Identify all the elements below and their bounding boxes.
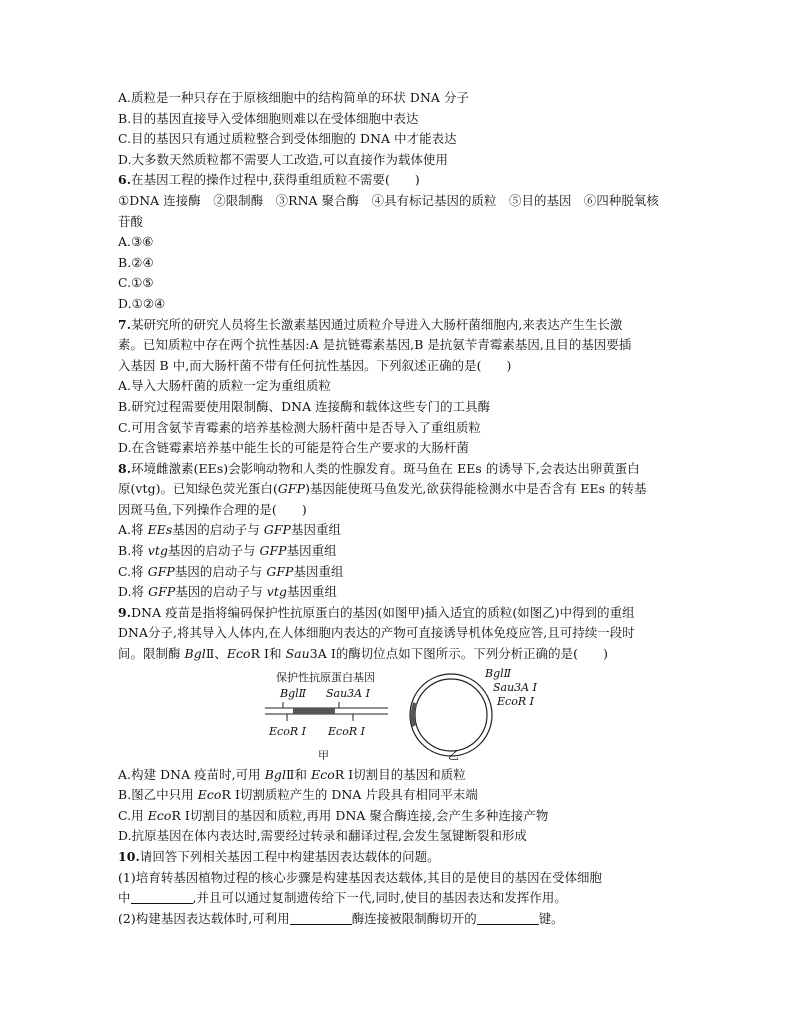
q8-option-d-gene1: GFP [148, 584, 176, 600]
q10-stem-text: 请回答下列相关基因工程中构建基因表达载体的问题。 [139, 849, 440, 864]
q8-option-c-suffix: 基因重组 [293, 563, 344, 579]
q9-option-a [118, 765, 690, 786]
q10-blank-2[interactable] [290, 910, 352, 925]
q8-option-c [118, 562, 690, 583]
q10-blank-3[interactable] [477, 910, 539, 925]
gene-a-title: 保护性抗原蛋白基因 [276, 670, 375, 684]
q8-number: 8. [118, 460, 132, 476]
q9-figure [118, 667, 690, 763]
q10-part1-line2-start: 中 [118, 890, 131, 906]
q9-option-b [118, 785, 690, 806]
q10-part1-line2 [118, 888, 690, 909]
q10-part2-a: (2)构建基因表达载体时,可利用 [118, 910, 290, 926]
q9-enzyme-bgl: Bgl [184, 646, 206, 662]
q9-option-b-part1: B.图乙中只用 [118, 787, 198, 803]
q6-items-line2: 苷酸 [118, 213, 143, 229]
q6-option-d: D.①②④ [118, 295, 166, 311]
q8-option-b [118, 541, 690, 562]
q9-option-a-part2: Ⅱ和 [286, 766, 312, 782]
q9-enzyme-bgl-roman: Ⅱ [205, 646, 215, 662]
q9-stem-line2: DNA分子,将其导入人体内,在人体细胞内表达的产物可直接诱导机体免疫应答,且可持续一段时 [118, 625, 635, 641]
q9-option-b-part2: R Ⅰ切割质粒产生的 DNA 片段具有相同平末端 [221, 787, 478, 803]
q9-stem-line1 [118, 603, 690, 624]
q9-option-a-part1: A.构建 DNA 疫苗时,可用 [118, 766, 265, 782]
q9-option-c-enzyme: Eco [147, 807, 172, 823]
q9-enzyme-sau: Sau [285, 646, 310, 662]
q9-option-b-enzyme: Eco [197, 787, 222, 803]
q9-stem-line3-part2: 的酶切位点如下图所示。下列分析正确的是( ) [335, 646, 608, 662]
q8-option-c-mid: 基因的启动子与 [174, 563, 267, 579]
q7-stem-line1 [118, 315, 690, 336]
q6-number: 6. [118, 172, 132, 188]
q8-option-a-mid: 基因的启动子与 [172, 522, 264, 538]
q9-number: 9. [118, 604, 132, 620]
q7-option-c: C.可用含氨苄青霉素的培养基检测大肠杆菌中是否导入了重组质粒 [118, 419, 481, 435]
q9-option-a-enzyme2: Eco [311, 766, 335, 782]
q8-option-a-gene1: EEs [147, 522, 173, 538]
gene-a-eco-left-label: EcoR Ⅰ [269, 724, 306, 738]
q8-option-c-prefix: C.将 [118, 563, 148, 579]
q9-stem-line3-part1: 间。限制酶 [118, 646, 185, 662]
q8-gene-gfp: GFP [277, 481, 306, 497]
q9-option-a-part3: R Ⅰ切割目的基因和质粒 [334, 766, 466, 782]
q8-option-b-gene2: GFP [259, 543, 287, 559]
q7-option-b: B.研究过程需要使用限制酶、DNA 连接酶和载体这些专门的工具酶 [118, 398, 491, 414]
gene-a-diagram [263, 699, 393, 727]
q10-part2 [118, 909, 690, 930]
q9-stem-line3 [118, 644, 690, 665]
gene-a-sau-label: Sau3A Ⅰ [326, 686, 370, 700]
q10-part1-line2-end: ,并且可以通过复制遗传给下一代,同时,使目的基因表达和发挥作用。 [192, 890, 567, 906]
q8-stem-line2-part2: )基因能使斑马鱼发光,欲获得能检测水中是否含有 EEs 的转基 [305, 481, 647, 497]
gene-a-eco-right-label: EcoR Ⅰ [328, 724, 365, 738]
plasmid-eco-label: EcoR Ⅰ [497, 694, 534, 708]
q6-option-c: C.①⑤ [118, 275, 154, 291]
q9-option-a-enzyme1: Bgl [264, 766, 287, 782]
gene-a-caption: 甲 [318, 748, 329, 762]
q9-option-c [118, 806, 690, 827]
q8-option-b-prefix: B.将 [118, 543, 148, 559]
q8-option-a-prefix: A.将 [118, 522, 148, 538]
q6-stem [118, 170, 690, 191]
q7-number: 7. [118, 316, 132, 332]
q5-option-c: C.目的基因只有通过质粒整合到受体细胞的 DNA 中才能表达 [118, 131, 457, 147]
q8-stem-line2 [118, 479, 690, 500]
q8-option-d-suffix: 基因重组 [287, 584, 337, 600]
q7-option-a: A.导入大肠杆菌的质粒一定为重组质粒 [118, 378, 331, 394]
q6-stem-text: 在基因工程的操作过程中,获得重组质粒不需要( ) [131, 172, 420, 188]
q10-stem [118, 847, 690, 868]
q7-stem-text: 某研究所的研究人员将生长激素基因通过质粒介导进入大肠杆菌细胞内,来表达产生生长激 [131, 316, 623, 332]
q7-option-d: D.在含链霉素培养基中能生长的可能是符合生产要求的大肠杆菌 [118, 440, 469, 456]
plasmid-sau-label: Sau3A Ⅰ [493, 680, 537, 694]
q8-option-d-mid: 基因的启动子与 [175, 584, 267, 600]
q9-enzyme-sau-rest: 3A Ⅰ [309, 646, 336, 662]
q9-stem-text: DNA 疫苗是指将编码保护性抗原蛋白的基因(如图甲)插入适宜的质粒(如图乙)中得到的重组 [131, 604, 635, 620]
q10-part2-c: 键。 [538, 910, 564, 926]
gene-a-bgl-label: BglⅡ [280, 686, 307, 700]
q5-option-b: B.目的基因直接导入受体细胞则难以在受体细胞中表达 [118, 110, 419, 126]
q8-option-a [118, 520, 690, 541]
q8-option-a-gene2: GFP [263, 522, 291, 538]
q8-option-c-gene1: GFP [147, 563, 175, 579]
q8-stem-line1 [118, 459, 690, 480]
q8-option-d [118, 582, 690, 603]
q8-stem-line2-part1: 原(vtg)。已知绿色荧光蛋白( [118, 481, 278, 497]
plasmid-inner-ring [415, 679, 487, 751]
q9-option-c-part2: R Ⅰ切割目的基因和质粒,再用 DNA 聚合酶连接,会产生多种连接产物 [171, 807, 549, 823]
q8-stem-text: 环境雌激素(EEs)会影响动物和人类的性腺发育。斑马鱼在 EEs 的诱导下,会表达出卵黄蛋白 [131, 460, 640, 476]
q7-stem-line3: 入基因 B 中,而大肠杆菌不带有任何抗性基因。下列叙述正确的是( ) [118, 357, 512, 373]
q10-number: 10. [118, 849, 140, 864]
q9-option-d: D.抗原基因在体内表达时,需要经过转录和翻译过程,会发生氢键断裂和形成 [118, 828, 527, 844]
q7-stem-line2: 素。已知质粒中存在两个抗性基因:A 是抗链霉素基因,B 是抗氨苄青霉素基因,且目的基因要插 [118, 337, 632, 353]
q8-stem-line3: 因斑马鱼,下列操作合理的是( ) [118, 501, 307, 517]
q10-blank-1[interactable] [131, 889, 193, 904]
q8-option-c-gene2: GFP [266, 563, 294, 579]
q8-option-d-prefix: D.将 [118, 584, 149, 600]
q9-enzyme-eco: Eco [226, 646, 251, 662]
q10-part2-b: 酶连接被限制酶切开的 [351, 910, 477, 926]
q9-and: 和 [269, 646, 286, 662]
q6-items-line1: ①DNA 连接酶 ②限制酶 ③RNA 聚合酶 ④具有标记基因的质粒 ⑤目的基因 ⑥四种脱氧核 [118, 192, 659, 208]
q8-option-b-mid: 基因的启动子与 [168, 543, 260, 559]
q10-part1-line1: (1)培育转基因植物过程的核心步骤是构建基因表达载体,其目的是使目的基因在受体细胞 [118, 869, 603, 885]
q5-option-a: A.质粒是一种只存在于原核细胞中的结构简单的环状 DNA 分子 [118, 90, 469, 105]
q9-separator: 、 [214, 646, 227, 662]
q8-option-a-suffix: 基因重组 [291, 522, 341, 538]
q6-option-a: A.③⑥ [118, 234, 154, 250]
plasmid-outer-ring [410, 674, 492, 756]
plasmid-caption: 乙 [448, 748, 459, 762]
q6-option-b: B.②④ [118, 254, 154, 270]
question-page [118, 88, 690, 929]
plasmid-bgl-label: BglⅡ [485, 666, 512, 680]
q9-enzyme-eco-rest: R Ⅰ [250, 646, 270, 662]
q8-option-d-gene2: vtg [266, 584, 288, 600]
q8-option-b-suffix: 基因重组 [286, 543, 337, 559]
q9-option-c-part1: C.用 [118, 807, 148, 823]
gene-a-antigen-region [293, 708, 335, 714]
q8-option-b-gene1: vtg [147, 543, 168, 559]
q5-option-d: D.大多数天然质粒都不需要人工改造,可以直接作为载体使用 [118, 151, 448, 167]
